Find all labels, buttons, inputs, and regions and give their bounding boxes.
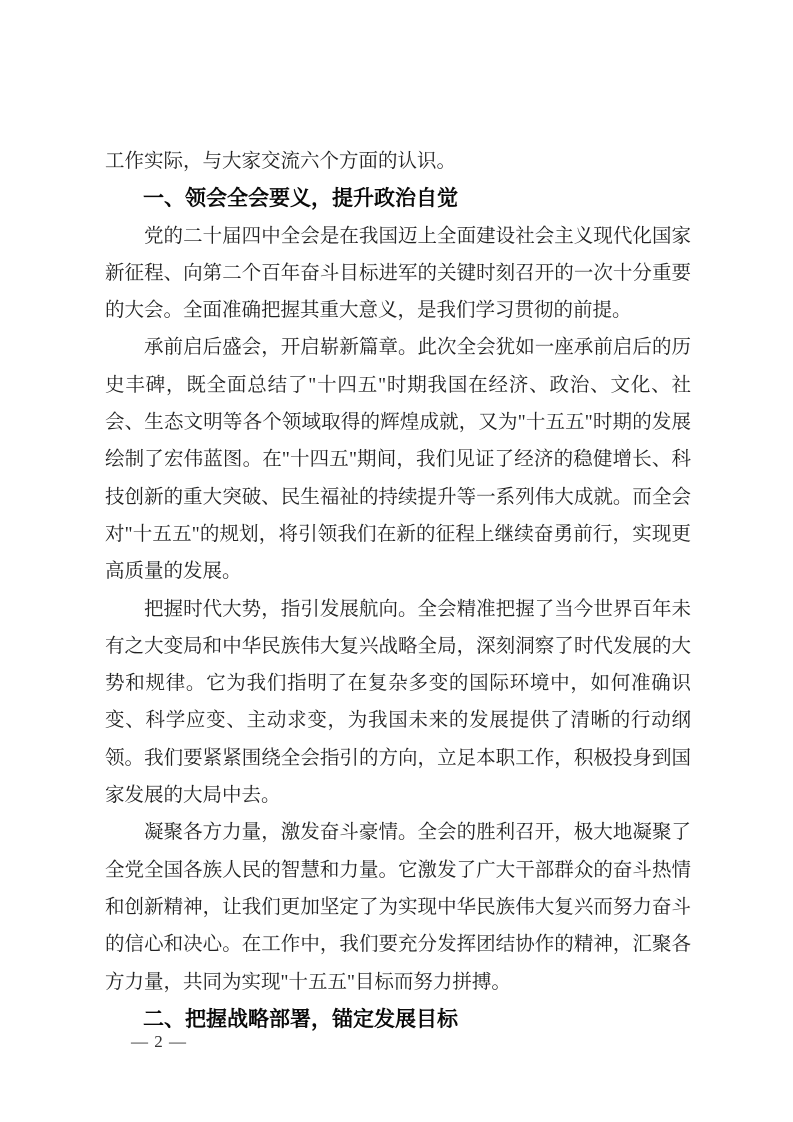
document-body: [105, 143, 691, 1038]
body-paragraph: 凝聚各方力量，激发奋斗豪情。全会的胜利召开，极大地凝聚了全党全国各族人民的智慧和力量。它激发了广大干部群众的奋斗热情和创新精神，让我们更加坚定了为实现中华民族伟大复兴而努力奋斗的信心和决心。在工作中，我们要充分发挥团结协作的精神，汇聚各方力量，共同为实现"十五五"目标而努力拼搏。: [105, 822, 691, 993]
body-paragraph: 工作实际，与大家交流六个方面的认识。: [105, 151, 457, 172]
body-paragraph: 把握时代大势，指引发展航向。全会精准把握了当今世界百年未有之大变局和中华民族伟大复兴战略全局，深刻洞察了时代发展的大势和规律。它为我们指明了在复杂多变的国际环境中，如何准确识变、科学应变、主动求变，为我国未来的发展提供了清晰的行动纲领。我们要紧紧围绕全会指引的方向，立足本职工作，积极投身到国家发展的大局中去。: [105, 598, 691, 807]
section-heading: 二、把握战略部署，锚定发展目标: [143, 1007, 458, 1031]
body-paragraph: 党的二十届四中全会是在我国迈上全面建设社会主义现代化国家新征程、向第二个百年奋斗目标进军的关键时刻召开的一次十分重要的大会。全面准确把握其重大意义，是我们学习贯彻的前提。: [105, 225, 691, 322]
section-heading: 一、领会全会要义，提升政治自觉: [143, 187, 458, 211]
body-paragraph: 承前启后盛会，开启崭新篇章。此次全会犹如一座承前启后的历史丰碑，既全面总结了"十四五"时期我国在经济、政治、文化、社会、生态文明等各个领域取得的辉煌成就，又为"十五五"时期的发展绘制了宏伟蓝图。在"十四五"期间，我们见证了经济的稳健增长、科技创新的重大突破、民生福祉的持续提升等一系列伟大成就。而全会对"十五五"的规划，将引领我们在新的征程上继续奋勇前行，实现更高质量的发展。: [105, 337, 691, 583]
page-number: — 2 —: [131, 1032, 187, 1051]
